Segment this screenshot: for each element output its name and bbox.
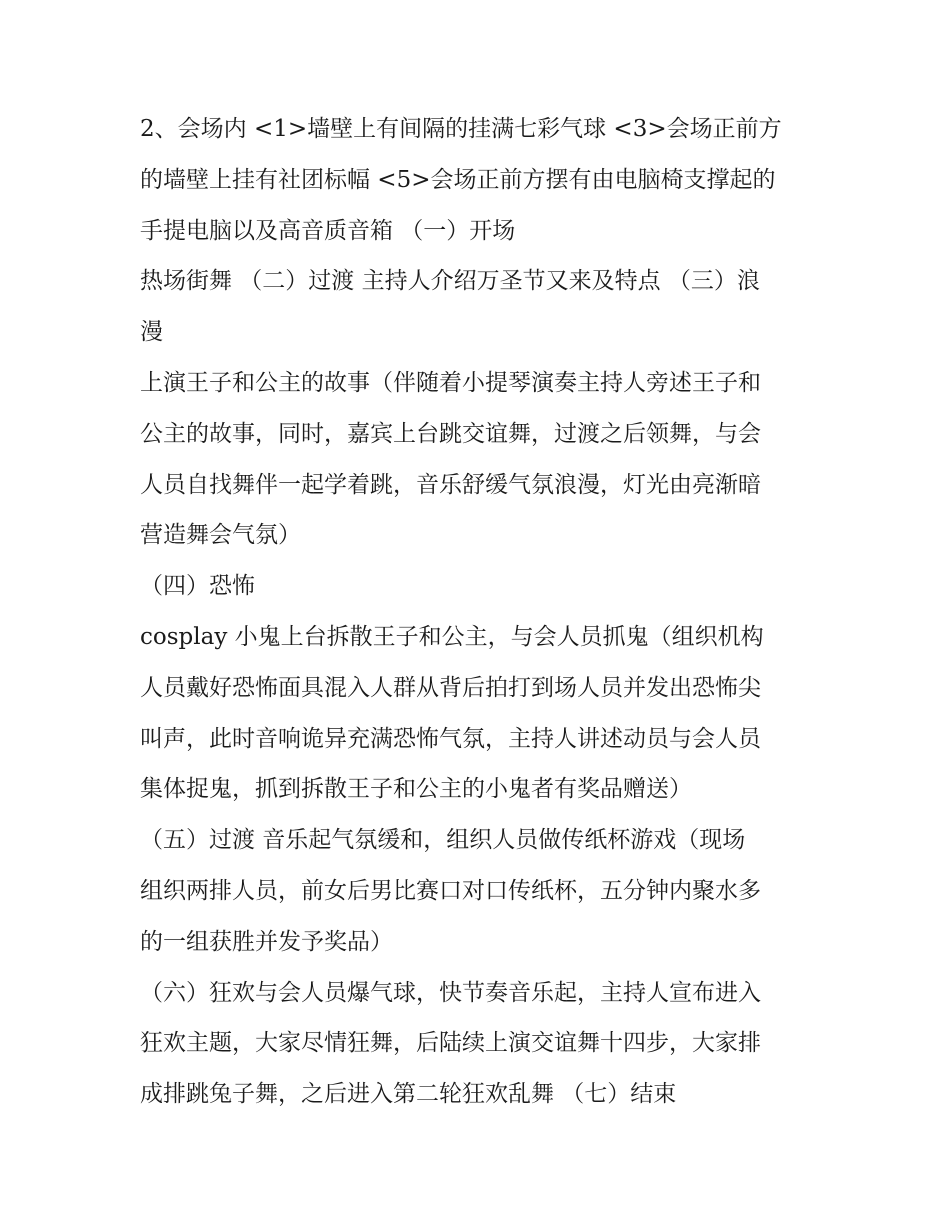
text-line-15: （五）过渡 音乐起气氛缓和，组织人员做传纸杯游戏（现场	[140, 827, 746, 854]
document-page	[140, 104, 820, 1120]
text-line-18: （六）狂欢与会人员爆气球，快节奏音乐起，主持人宣布进入	[140, 979, 761, 1006]
text-line-7: 公主的故事，同时，嘉宾上台跳交谊舞，过渡之后领舞，与会	[140, 420, 761, 447]
text-line-14: 集体捉鬼，抓到拆散王子和公主的小鬼者有奖品赠送）	[140, 776, 692, 803]
text-line-17: 的一组获胜并发予奖品）	[140, 928, 393, 955]
text-line-5: 漫	[140, 319, 163, 346]
text-line-16: 组织两排人员，前女后男比赛口对口传纸杯，五分钟内聚水多	[140, 877, 761, 904]
text-line-3: 手提电脑以及高音质音箱 （一）开场	[140, 217, 516, 244]
text-line-13: 叫声，此时音响诡异充满恐怖气氛，主持人讲述动员与会人员	[140, 725, 761, 752]
text-line-11: cosplay 小鬼上台拆散王子和公主，与会人员抓鬼（组织机构	[140, 623, 764, 650]
text-line-2: 的墙壁上挂有社团标幅 <5>会场正前方摆有由电脑椅支撑起的	[140, 166, 776, 193]
text-line-9: 营造舞会气氛）	[140, 522, 301, 549]
text-line-4: 热场街舞 （二）过渡 主持人介绍万圣节又来及特点 （三）浪	[140, 268, 760, 295]
text-line-10: （四）恐怖	[140, 573, 255, 600]
text-line-12: 人员戴好恐怖面具混入人群从背后拍打到场人员并发出恐怖尖	[140, 674, 761, 701]
text-line-1: 2、会场内 <1>墙壁上有间隔的挂满七彩气球 <3>会场正前方	[140, 116, 782, 142]
text-line-19: 狂欢主题，大家尽情狂舞，后陆续上演交谊舞十四步，大家排	[140, 1030, 761, 1057]
text-line-8: 人员自找舞伴一起学着跳，音乐舒缓气氛浪漫，灯光由亮渐暗	[140, 471, 761, 498]
text-line-20: 成排跳兔子舞，之后进入第二轮狂欢乱舞 （七）结束	[140, 1081, 677, 1108]
text-line-6: 上演王子和公主的故事（伴随着小提琴演奏主持人旁述王子和	[140, 369, 761, 396]
